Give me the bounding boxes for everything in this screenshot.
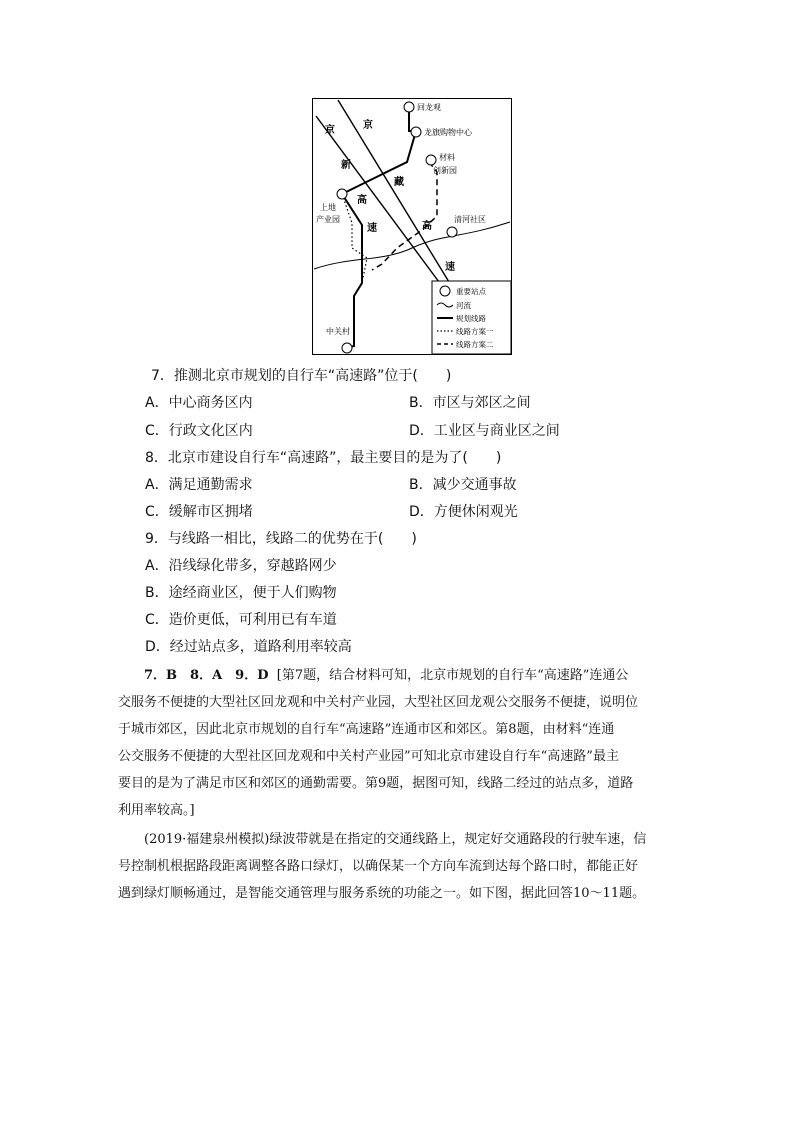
intro-line-2: 号控制机根据路段距离调整各路口绿灯，以确保某一个方向车流到达每个路口时，都能正好	[118, 859, 639, 874]
station-label-qinghe: 清河社区	[454, 215, 486, 224]
answer-block	[118, 662, 708, 824]
legend-planned-label: 规划线路	[456, 314, 486, 323]
road-char-3: 新	[341, 160, 351, 171]
question-9-option-a: A．沿线绿化带多，穿越路网少	[145, 558, 337, 574]
question-8-option-b: B．减少交通事故	[409, 477, 517, 493]
question-7-option-d: D．工业区与商业区之间	[409, 423, 560, 439]
station-shangdi-marker	[337, 189, 347, 199]
road-char-7: 高	[422, 221, 432, 232]
question-8-option-c: C．缓解市区拥堵	[145, 504, 253, 520]
question-7-option-c: C．行政文化区内	[145, 423, 253, 439]
question-7-stem: 7．推测北京市规划的自行车“高速路”位于( )	[151, 368, 452, 384]
answer-line-3: 于城市郊区，因此北京市规划的自行车“高速路”连通市区和郊区。第8题，由材料“连通	[118, 722, 615, 737]
answer-line-4: 公交服务不便捷的大型社区回龙观和中关村产业园”可知北京市建设自行车“高速路”最主	[118, 749, 619, 764]
intro-line-1: (2019·福建泉州模拟)绿波带就是在指定的交通线路上，规定好交通路段的行驶车速，信	[144, 832, 647, 847]
question-8-option-d: D．方便休闲观光	[409, 504, 518, 520]
bike-highway-map	[312, 98, 512, 355]
station-label-cailiao-2: 创新园	[433, 166, 457, 175]
answer-line-6: 利用率较高。]	[118, 803, 195, 818]
station-label-longqi: 龙旗购物中心	[424, 128, 472, 137]
answer-key: 7．B 8．A 9．D	[144, 668, 269, 683]
station-label-huilongguan: 回龙观	[417, 103, 441, 112]
station-label-zhongguancun: 中关村	[326, 327, 350, 336]
question-9-option-d: D．经过站点多，道路利用率较高	[145, 639, 352, 655]
question-9-stem: 9．与线路一相比，线路二的优势在于( )	[145, 531, 417, 547]
question-8-stem: 8．北京市建设自行车“高速路”，最主要目的是为了( )	[145, 450, 502, 466]
question-9-option-c: C．造价更低，可利用已有车道	[145, 612, 337, 628]
answer-line-5: 要目的是为了满足市区和郊区的通勤需要。第9题，据图可知，线路二经过的站点多，道路	[118, 776, 634, 791]
road-char-2: 京	[363, 120, 373, 131]
legend-station-icon	[440, 286, 450, 296]
station-zhongguancun-marker	[342, 343, 352, 353]
legend-plan-one-label: 线路方案一	[456, 327, 494, 336]
intro-line-3: 遇到绿灯顺畅通过，是智能交通管理与服务系统的功能之一。如下图，据此回答10～11题。	[118, 886, 646, 901]
station-cailiao-marker	[426, 155, 436, 165]
answer-line-2: 交服务不便捷的大型社区回龙观和中关村产业园，大型社区回龙观公交服务不便捷，说明位	[118, 695, 639, 710]
question-8-option-a: A．满足通勤需求	[145, 477, 253, 493]
road-char-5: 高	[357, 195, 367, 206]
legend-station-label: 重要站点	[456, 287, 486, 296]
question-7-option-b: B．市区与郊区之间	[409, 395, 531, 411]
station-qinghe-marker	[447, 227, 457, 237]
road-char-1: 京	[325, 125, 335, 136]
station-longqi-marker	[411, 127, 421, 137]
question-7-option-a: A．中心商务区内	[145, 395, 253, 411]
road-char-4: 藏	[394, 177, 404, 188]
station-label-cailiao-1: 材料	[439, 153, 455, 162]
intro-block	[118, 826, 708, 907]
station-label-shangdi-1: 上地	[320, 203, 336, 212]
legend-river-label: 河流	[456, 301, 471, 310]
station-huilongguan-marker	[404, 102, 414, 112]
answer-line-1: [第7题，结合材料可知，北京市规划的自行车“高速路”连通公	[276, 668, 629, 683]
legend-plan-two-label: 线路方案二	[456, 340, 494, 349]
station-label-shangdi-2: 产业园	[316, 215, 340, 224]
question-9-option-b: B．途经商业区，便于人们购物	[145, 585, 337, 601]
road-char-6: 速	[367, 223, 377, 234]
road-char-8: 速	[445, 262, 455, 273]
